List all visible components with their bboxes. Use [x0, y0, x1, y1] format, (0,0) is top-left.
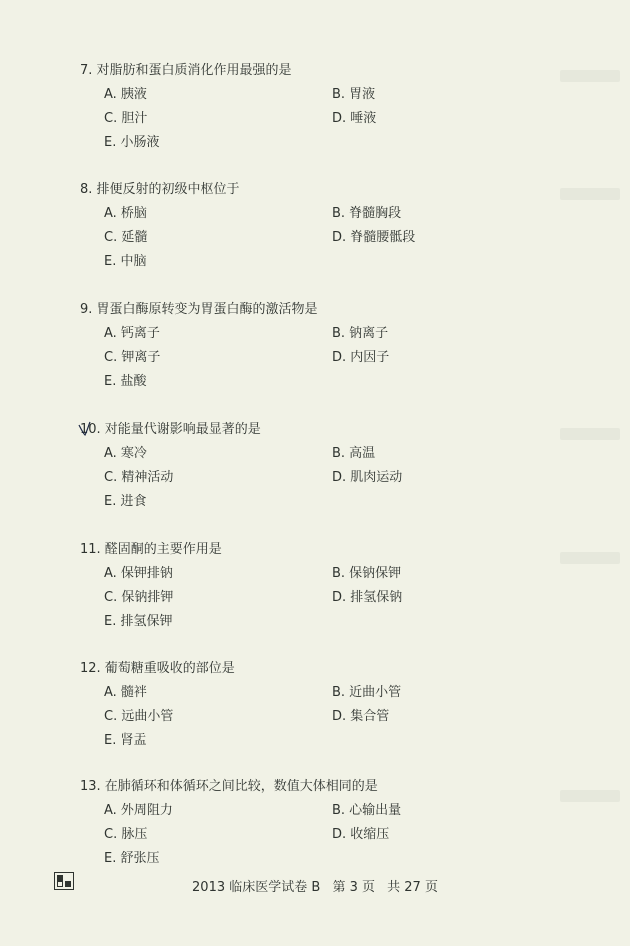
question-13: [80, 778, 540, 866]
option-c: C. 延髓: [104, 230, 148, 245]
option-b: B. 保钠保钾: [332, 566, 402, 581]
option-c: C. 钾离子: [104, 350, 161, 365]
page-footer: [0, 876, 630, 895]
option-b: B. 心输出量: [332, 803, 402, 818]
option-a: A. 髓袢: [104, 685, 147, 700]
option-d: D. 肌肉运动: [332, 470, 403, 485]
question-stem: 11. 醛固酮的主要作用是: [80, 542, 222, 557]
option-a: A. 外周阻力: [104, 803, 173, 818]
option-d: D. 脊髓腰骶段: [332, 230, 416, 245]
option-e: E. 舒张压: [104, 851, 160, 866]
option-b: B. 钠离子: [332, 326, 389, 341]
question-stem: 9. 胃蛋白酶原转变为胃蛋白酶的激活物是: [80, 302, 318, 317]
question-9: [80, 301, 540, 389]
bleed-through-mark: [560, 70, 620, 82]
option-d: D. 集合管: [332, 709, 390, 724]
bleed-through-mark: [560, 188, 620, 200]
page-number: 第 3 页: [332, 880, 375, 895]
option-e: E. 排氢保钾: [104, 614, 173, 629]
page-total: 共 27 页: [387, 880, 438, 895]
option-d: D. 排氢保钠: [332, 590, 403, 605]
option-c: C. 脉压: [104, 827, 148, 842]
question-11: [80, 541, 540, 629]
option-c: C. 精神活动: [104, 470, 174, 485]
option-d: D. 收缩压: [332, 827, 390, 842]
question-8: [80, 181, 540, 269]
question-stem: 13. 在肺循环和体循环之间比较，数值大体相同的是: [80, 779, 378, 794]
option-a: A. 钙离子: [104, 326, 160, 341]
question-12: [80, 660, 540, 748]
bleed-through-mark: [560, 428, 620, 440]
option-c: C. 保钠排钾: [104, 590, 174, 605]
option-b: B. 高温: [332, 446, 376, 461]
question-10: [80, 421, 540, 509]
option-c: C. 远曲小管: [104, 709, 174, 724]
question-stem: 7. 对脂肪和蛋白质消化作用最强的是: [80, 63, 292, 78]
option-e: E. 中脑: [104, 254, 147, 269]
option-a: A. 桥脑: [104, 206, 147, 221]
option-b: B. 胃液: [332, 87, 376, 102]
option-d: D. 唾液: [332, 111, 377, 126]
option-e: E. 进食: [104, 494, 147, 509]
bleed-through-mark: [560, 790, 620, 802]
option-a: A. 胰液: [104, 87, 147, 102]
option-b: B. 脊髓胸段: [332, 206, 402, 221]
question-stem: 12. 葡萄糖重吸收的部位是: [80, 661, 235, 676]
option-d: D. 内因子: [332, 350, 390, 365]
option-e: E. 肾盂: [104, 733, 147, 748]
question-7: [80, 62, 540, 150]
option-a: A. 寒冷: [104, 446, 147, 461]
option-c: C. 胆汁: [104, 111, 148, 126]
option-e: E. 小肠液: [104, 135, 160, 150]
option-a: A. 保钾排钠: [104, 566, 173, 581]
question-stem: 10. 对能量代谢影响最显著的是: [80, 422, 261, 437]
question-stem: 8. 排便反射的初级中枢位于: [80, 182, 240, 197]
option-b: B. 近曲小管: [332, 685, 402, 700]
bleed-through-mark: [560, 552, 620, 564]
option-e: E. 盐酸: [104, 374, 147, 389]
pen-check-mark: [77, 421, 91, 437]
exam-title: 2013 临床医学试卷 B: [192, 880, 321, 895]
